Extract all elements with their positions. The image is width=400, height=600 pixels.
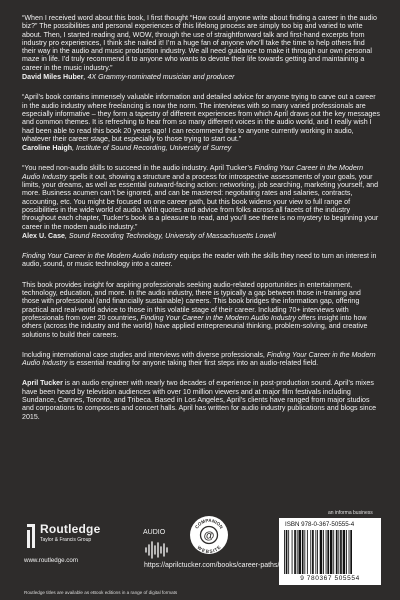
description-paragraph: This book provides insight for aspiring professionals seeking audio-related opportunities in entertainment, technology, education, and more. In the audio industry, there is typically a gap between those in-training and those with professional (and financially sustainable) careers. This book bridges the information gap, offering practical and real-world advice to those in this volatile stage of their career. Including 70+ interviews with professionals from over 20 countries, Finding Your Career in the Modern Audio Industry offers insight into how others (across the industry and the world) have applied entrepreneurial thinking, problem-solving, and creative solutions to build their careers.: [22, 280, 368, 339]
author-name: April Tucker: [22, 379, 63, 388]
companion-badge-bottom-text: WEBSITE: [196, 544, 222, 555]
endorser-role: , Institute of Sound Recording, University of Surrey: [72, 144, 232, 153]
endorser-name: Caroline Haigh: [22, 144, 73, 153]
endorser-name: David Miles Huber: [22, 73, 84, 82]
endorser-name: Alex U. Case: [22, 231, 65, 240]
ebook-availability-note: Routledge titles are available as eBook editions in a range of digital formats: [24, 590, 178, 595]
endorsement-1: [22, 14, 380, 72]
publisher-tagline: Taylor & Francis Group: [40, 537, 92, 543]
cover-text: [22, 14, 380, 421]
svg-text:@: @: [203, 530, 215, 542]
endorsement-2: [22, 93, 380, 143]
book-title: Finding Your Career in the Modern Audio Industry: [22, 252, 178, 261]
endorser-role: , Sound Recording Technology, University of Massachusetts Lowell: [64, 231, 276, 240]
author-bio: April Tucker is an audio engineer with nearly two decades of experience in post-production sound. April’s mixes have been heard by television audiences with over 10 million viewers and at major film festivals including Sundance, Cannes, Toronto, and Tribeca. Based in Los Angeles, April’s clients have ranged from major studios and corporations to composers and concert halls. April has written for audio industry publications and blogs since 2015.: [22, 379, 377, 421]
routledge-logo-icon: [24, 523, 38, 549]
endorser-role: , 4X Grammy-nominated musician and producer: [83, 73, 235, 82]
endorsement-attribution: [22, 73, 380, 81]
endorsement-quote: “April’s book contains immensely valuable information and detailed advice for anyone trying to carve out a career in the audio industry where freelancing is now the norm. The interviews with so many varied professionals are especially informative – they form a tapestry of different experiences from which April draws out the key messages and common themes. It is refreshing to hear from so many different voices in the audio world, and I really wish I had been able to read this book 20 years ago! I can recommend this to anyone currently working in audio, whatever their career stage, but especially to those trying to start out.”: [22, 93, 380, 143]
informa-business-label: an informa business: [328, 510, 373, 516]
publisher-url[interactable]: www.routledge.com: [24, 557, 78, 564]
barcode-digits: 9 780367 505554: [300, 575, 360, 582]
companion-website-badge-icon: [189, 515, 229, 555]
audio-label: AUDIO: [143, 529, 166, 536]
book-title: Finding Your Career in the Modern Audio Industry: [140, 313, 297, 322]
barcode-icon: [283, 530, 378, 576]
isbn-label: ISBN 978-0-367-50555-4: [285, 521, 355, 528]
publisher-name: Routledge: [40, 522, 101, 536]
endorsement-attribution: [22, 144, 380, 152]
companion-badge-top-text: COMPANION: [194, 517, 224, 530]
intro-paragraph: Finding Your Career in the Modern Audio Industry equips the reader with the skills they need to turn an interest in audio, sound, or music technology into a career.: [22, 252, 377, 269]
description-paragraph-2: Including international case studies and interviews with diverse professionals, Finding Your Career in the Modern Audio Industry is essential reading for anyone taking their first steps into an audio-related field.: [22, 350, 376, 368]
endorsement-3: “You need non-audio skills to succeed in the audio industry. April Tucker’s Finding Your Career in the Modern Audio Industry spells it out, showing a structure and a process for introspective assessments of your goals, your limits, your dreams, as well as essential outward-facing action: networking, job searching, marketing yourself, and more. Business acumen can’t be ignored, and can be mastered: negotiating rates and salaries, contracts, accounting, etc. You might be focused on one career path, but this book widens your view to full range of possibilities in the wide world of audio. With quotes and advice from folks across all facets of the industry throughout each chapter, Tucker’s book is a pleasure to read, and you’ll see there is no mystery to beginning your career in the modern audio industry.”: [22, 164, 379, 231]
audio-waveform-icon: [144, 541, 168, 559]
book-title: Finding Your Career in the Modern Audio Industry: [22, 350, 376, 368]
endorsement-quote: “When I received word about this book, I first thought “How could anyone write about finding a career in the audio biz?” The possibilities and personal experiences of this lifelong process are simply too big and varied to write about. Then, I started reading and, WOW, through the use of straightforward talk and first-hand excerpts from industry pro experiences, I think she nailed it! I’m a huge fan of anyone who’ll take the time to help others find their way in the audio and music production industry. We all need guidance to make it through our own personal maze in life. I’d truly recommend it to anyone who wants to devote their life towards getting and maintaining a career in the music industry.”: [22, 14, 377, 72]
book-website-link[interactable]: https://aprilctucker.com/books/career-paths/: [144, 562, 280, 569]
book-title: Finding Your Career in the Modern Audio Industry: [22, 164, 364, 181]
endorsement-attribution: [22, 232, 380, 240]
